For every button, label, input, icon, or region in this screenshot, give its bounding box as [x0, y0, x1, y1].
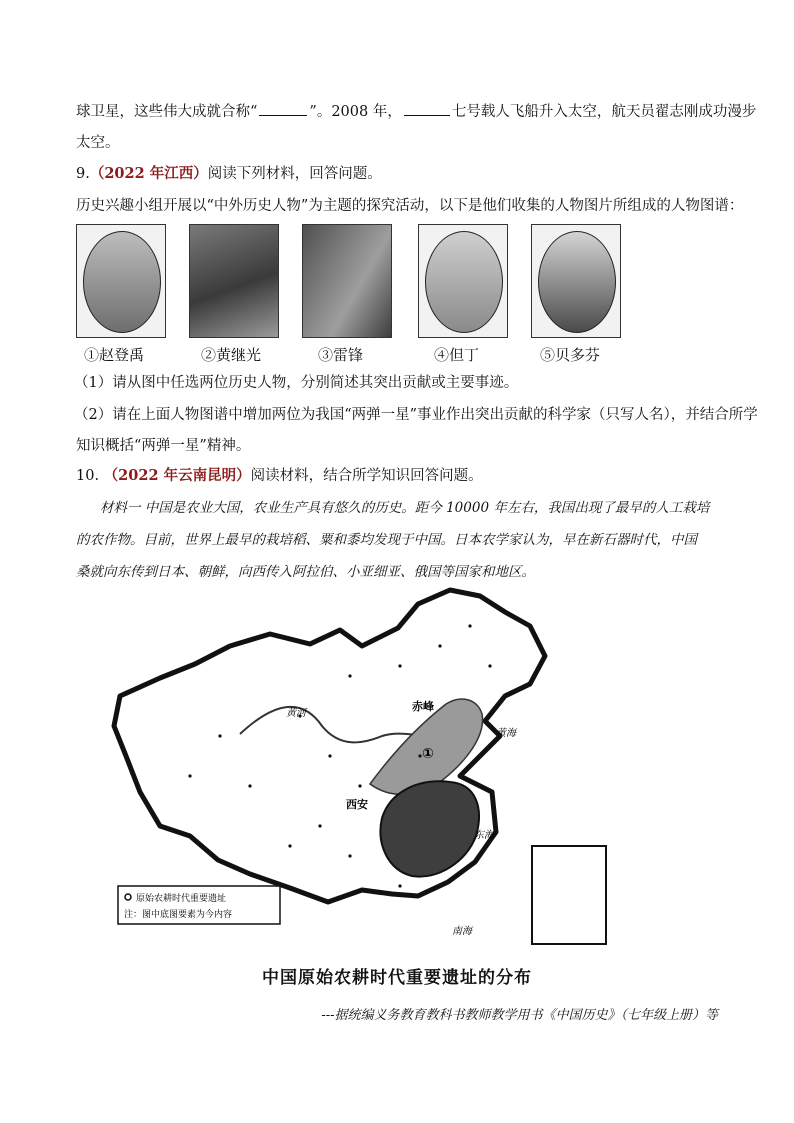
map-title: 中国原始农耕时代重要遗址的分布	[262, 968, 532, 988]
material-line-1: 材料一 中国是农业大国，农业生产具有悠久的历史。距今 10000 年左右，我国出现了最早的人工栽培	[100, 500, 710, 516]
china-outline	[114, 590, 545, 902]
q9-sub1: （1）请从图中任选两位历史人物，分别简述其突出贡献或主要事迹。	[74, 375, 519, 391]
label-huanghe: 黄河	[286, 708, 306, 719]
label-chifeng: 赤峰	[412, 700, 434, 713]
portrait-beethoven	[531, 224, 621, 338]
q8-line-2: 太空。	[76, 135, 120, 151]
caption-3: ③雷锋	[318, 346, 364, 364]
label-xian: 西安	[346, 798, 368, 811]
q9-intro: 历史兴趣小组开展以“中外历史人物”为主题的探究活动，以下是他们收集的人物图片所组成的人物图谱：	[76, 198, 744, 214]
label-huanghai: 黄海	[496, 728, 516, 739]
answer-blank-1	[259, 101, 307, 116]
caption-4: ④但丁	[434, 346, 480, 364]
q8-line-1: 球卫星，这些伟大成就合称“ ”。2008 年， 七号载人飞船升入太空，航天员翟志刚成功漫步	[76, 101, 756, 122]
q10-heading: 10. （2022 年云南昆明）阅读材料，结合所学知识回答问题。	[76, 467, 483, 484]
portrait-huang-jiguang	[189, 224, 279, 338]
q10-source: （2022 年云南昆明）	[103, 467, 251, 484]
portrait-zhao-dengyu	[76, 224, 166, 338]
caption-5: ⑤贝多芬	[540, 346, 601, 364]
china-farming-sites-map	[100, 586, 620, 966]
q9-source: （2022 年江西）	[89, 165, 208, 182]
answer-blank-2	[404, 101, 450, 116]
portrait-lei-feng	[302, 224, 392, 338]
label-region-1: ①	[422, 746, 434, 762]
portrait-dante	[418, 224, 508, 338]
caption-1: ①赵登禹	[84, 346, 145, 364]
label-donghai: 东海	[474, 830, 494, 841]
q9-sub2-line-1: （2）请在上面人物图谱中增加两位为我国“两弹一星”事业作出突出贡献的科学家（只写人名），并结合所学	[74, 407, 758, 423]
south-sea-inset	[532, 846, 606, 944]
legend-line-1: 原始农耕时代重要遗址	[136, 894, 227, 904]
caption-2: ②黄继光	[201, 346, 262, 364]
source-credit: ---据统编义务教育教科书教师教学用书《中国历史》（七年级上册）等	[321, 1008, 718, 1023]
label-nanhai: 南海	[452, 926, 472, 937]
map-graphic	[100, 586, 620, 966]
material-line-3: 桑就向东传到日本、朝鲜，向西传入阿拉伯、小亚细亚、俄国等国家和地区。	[76, 564, 535, 580]
legend-line-2: 注：图中底图要素为今内容	[124, 910, 233, 920]
q10-material	[76, 492, 726, 588]
material-line-2: 的农作物。目前，世界上最早的栽培稻、粟和黍均发现于中国。日本农学家认为，早在新石器时代，中国	[76, 532, 697, 548]
q9-sub2-line-2: 知识概括“两弹一星”精神。	[76, 438, 251, 454]
portrait-gallery	[76, 224, 636, 364]
q9-heading: 9.（2022 年江西）阅读下列材料，回答问题。	[76, 165, 382, 182]
